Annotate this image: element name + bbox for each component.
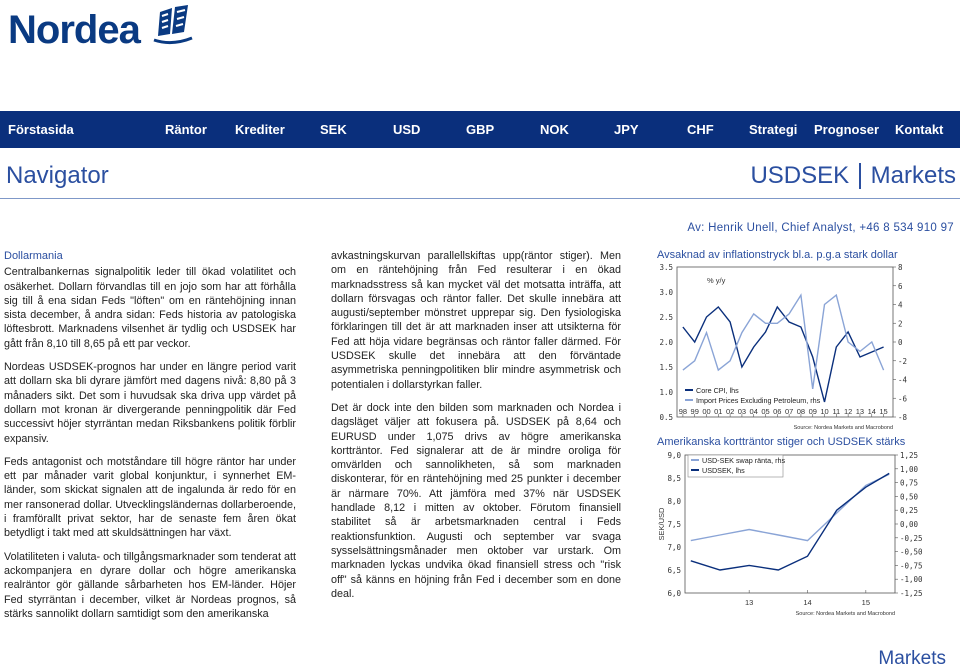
x-tick-label: 13 — [744, 598, 754, 607]
x-tick-label: 02 — [725, 407, 735, 416]
y-tick-left: 1.5 — [659, 363, 673, 372]
title-divider — [859, 163, 861, 189]
section-title-markets: Markets — [870, 162, 956, 189]
y-tick-left: 3.5 — [659, 263, 673, 272]
x-tick-label: 03 — [737, 407, 747, 416]
y-tick-right: 0,00 — [900, 520, 919, 529]
chart-source: Source: Nordea Markets and Macrobond — [795, 611, 895, 617]
x-tick-label: 13 — [855, 407, 865, 416]
nav-sek[interactable]: SEK — [320, 122, 347, 137]
nav-krediter[interactable]: Krediter — [235, 122, 285, 137]
legend-label: Import Prices Excluding Petroleum, rhs — [696, 396, 821, 405]
x-tick-label: 04 — [749, 407, 758, 416]
nav-kontakt[interactable]: Kontakt — [895, 122, 944, 137]
legend-label: USDSEK, lhs — [702, 466, 745, 475]
chart-2-title: Amerikanska kortträntor stiger och USDSEK stärks — [657, 436, 906, 448]
x-tick-label: 14 — [867, 407, 876, 416]
section-title — [750, 162, 956, 190]
x-tick-label: 15 — [879, 407, 888, 416]
chart-usdsek-rates — [655, 451, 925, 623]
y-tick-left: 2.0 — [659, 338, 673, 347]
x-tick-label: 08 — [796, 407, 806, 416]
y-tick-left: 9,0 — [667, 451, 681, 460]
paragraph: Centralbankernas signalpolitik leder till ökad volatilitet och osäkerhet. Dollarn förvandlas till en jojo som har att förhålla sig till å ena sidan Feds "löften" om en räntehöjning innan sista december, å andra sidan: Feds historia av patologiska löftesbrott. Marknadens vilsenhet är tydlig och USDSEK har gått från 8,10 till 8,65 på ett par veckor. — [4, 266, 296, 350]
y-tick-right: -0,50 — [900, 547, 923, 557]
series-line — [691, 474, 889, 540]
nav-rantor[interactable]: Räntor — [165, 122, 207, 137]
y-tick-right: -6 — [898, 394, 908, 404]
page-title: Navigator — [6, 162, 109, 189]
y-tick-right: -1,00 — [900, 575, 923, 585]
y-tick-left: 6,5 — [667, 566, 681, 575]
nav-usd[interactable]: USD — [393, 122, 421, 137]
nordea-ship-icon — [150, 4, 196, 46]
y-tick-left: 7,0 — [667, 543, 681, 552]
paragraph: Feds antagonist och motståndare till högre räntor har under ett par månader varit global konjunktur, i synnerhet EM-länder, som skickat signalen att de ingalunda är redo för en mer ransonerad dollar. Utvecklingsländernas dollarberoende, i framförallt privat sektor, har de senaste fem åren ökat betydligt i takt med att skuldsättningen har växt. — [4, 455, 296, 540]
x-tick-label: 10 — [820, 407, 829, 416]
nav-strategi[interactable]: Strategi — [749, 122, 798, 137]
y-tick-right: 0,50 — [900, 492, 919, 502]
y-tick-right: -0,75 — [900, 561, 923, 571]
article-heading: Dollarmania — [4, 250, 63, 262]
logo-wordmark: Nordea — [8, 8, 140, 52]
section-title-pair: USDSEK — [750, 162, 850, 189]
unit-label: % y/y — [707, 276, 726, 285]
y-tick-right: -2 — [898, 356, 908, 366]
chart-source: Source: Nordea Markets and Macrobond — [793, 425, 893, 431]
chart-1-title: Avsaknad av inflationstryck bl.a. p.g.a stark dollar — [657, 249, 898, 261]
y-tick-right: 1,25 — [900, 451, 919, 460]
y-tick-left: 0.5 — [659, 413, 673, 422]
nav-gbp[interactable]: GBP — [466, 122, 495, 137]
paragraph: Det är dock inte den bilden som marknaden och Nordea i dagsläget väljer att fokusera på. USDSEK på 8,64 och EURUSD under 1,075 drivs av högre amerikanska kortträntor. Fed signalerar att de är mindre oroliga för omvärlden och sannolikheten, så som marknaden diskonterar, för en räntehöjning med 25 punkter i december är närmare 70%. Att jämföra med 37% när USDSEK handlade 8,12 i mitten av oktober. Förutom finansiell stabilitet så är arbetsmarknaden central i Feds reaktionsfunktion. Augusti och september var svaga sysselsättningsmånader men oktober var urstark. Om marknaden lyckas undvika ökad finansiell stress och "risk off" så känns en höjning från Fed i december som en done deal. — [331, 401, 621, 600]
legend-label: Core CPI, lhs — [696, 386, 739, 395]
nav-jpy[interactable]: JPY — [614, 122, 639, 137]
footer-markets: Markets — [878, 648, 946, 669]
x-tick-label: 11 — [832, 407, 841, 416]
article-column-1 — [4, 249, 296, 630]
paragraph: Volatiliteten i valuta- och tillgångsmarknader som tenderat att ackompanjera en dyrare dollar och högre amerikanska realräntor gör gällande sårbarheten hos EM-länder. Höjer Fed styrräntan i december, vilket är Nordeas prognos, så stärks sannolikt dollarn samtidigt som den amerikanska — [4, 550, 296, 620]
paragraph: Nordeas USDSEK-prognos har under en längre period varit att dollarn ska bli dyrare jämfört med dagens nivå: 8,80 på 3 månaders sikt. Det som i huvudsak ska driva upp värdet på dollarn mot kronan är divergerande penningpolitik där Fed successivt höjer styrräntan medan Riksbankens politik förblir expansiv. — [4, 361, 296, 445]
y-tick-right: 0,25 — [900, 506, 919, 516]
y-tick-right: 4 — [898, 300, 903, 310]
main-navigation — [0, 111, 960, 148]
y-tick-right: 6 — [898, 281, 903, 291]
x-tick-label: 14 — [803, 598, 812, 607]
header-rule — [0, 198, 960, 199]
x-tick-label: 05 — [761, 407, 770, 416]
y-tick-left: 6,0 — [667, 589, 681, 598]
legend-label: USD-SEK swap ränta, rhs — [702, 456, 786, 465]
y-tick-right: -0,25 — [900, 533, 923, 543]
article-column-2 — [331, 249, 621, 610]
nav-nok[interactable]: NOK — [540, 122, 569, 137]
y-tick-right: 8 — [898, 263, 903, 272]
y-tick-right: 0 — [898, 338, 903, 347]
chart-inflation — [655, 263, 920, 435]
y-tick-right: 2 — [898, 319, 903, 329]
nav-forstasida[interactable]: Förstasida — [8, 122, 74, 137]
y-tick-right: 1,00 — [900, 464, 919, 474]
x-tick-label: 01 — [714, 407, 723, 416]
y-tick-left: 2.5 — [659, 313, 673, 322]
y-tick-left: 7,5 — [667, 520, 681, 529]
y-tick-right: -8 — [898, 413, 908, 422]
x-tick-label: 98 — [678, 407, 688, 416]
y-tick-left: 1.0 — [659, 388, 673, 397]
x-tick-label: 99 — [690, 407, 699, 416]
x-tick-label: 06 — [773, 407, 782, 416]
x-tick-label: 07 — [784, 407, 794, 416]
x-tick-label: 09 — [808, 407, 817, 416]
y-tick-right: -1,25 — [900, 589, 923, 598]
y-tick-left: 8,5 — [667, 474, 681, 483]
y-tick-right: 0,75 — [900, 478, 919, 488]
y-axis-label: SEK/USD — [657, 507, 666, 541]
nordea-logo[interactable] — [4, 2, 194, 50]
x-tick-label: 00 — [702, 407, 711, 416]
y-tick-right: -4 — [898, 375, 908, 385]
x-tick-label: 12 — [843, 407, 853, 416]
nav-chf[interactable]: CHF — [687, 122, 714, 137]
y-tick-left: 8,0 — [667, 497, 681, 506]
y-tick-left: 3.0 — [659, 288, 673, 297]
paragraph: avkastningskurvan parallellskiftas upp(räntor stiger). Men om en räntehöjning från Fed resulterar i en ökad marknadsstress så kan mycket väl det motsatta inträffa, att dollarn försvagas och räntor faller. Det skulle innebära att augusti/september mönstret upprepar sig. Den fysiologiska förklaringen till det är att marknaden inser att utsikterna för Fed att höja vidare begränsas och räntor faller därmed. För USDSEK skulle det innebära att den förväntade asymmetriska penningpolitiken blir mindre asymmetrisk och potentialen i dollarstyrkan faller. — [331, 250, 621, 391]
nav-prognoser[interactable]: Prognoser — [814, 122, 880, 137]
x-tick-label: 15 — [861, 598, 871, 607]
author-line: Av: Henrik Unell, Chief Analyst, +46 8 534 910 97 — [687, 222, 954, 234]
series-line — [691, 473, 889, 570]
